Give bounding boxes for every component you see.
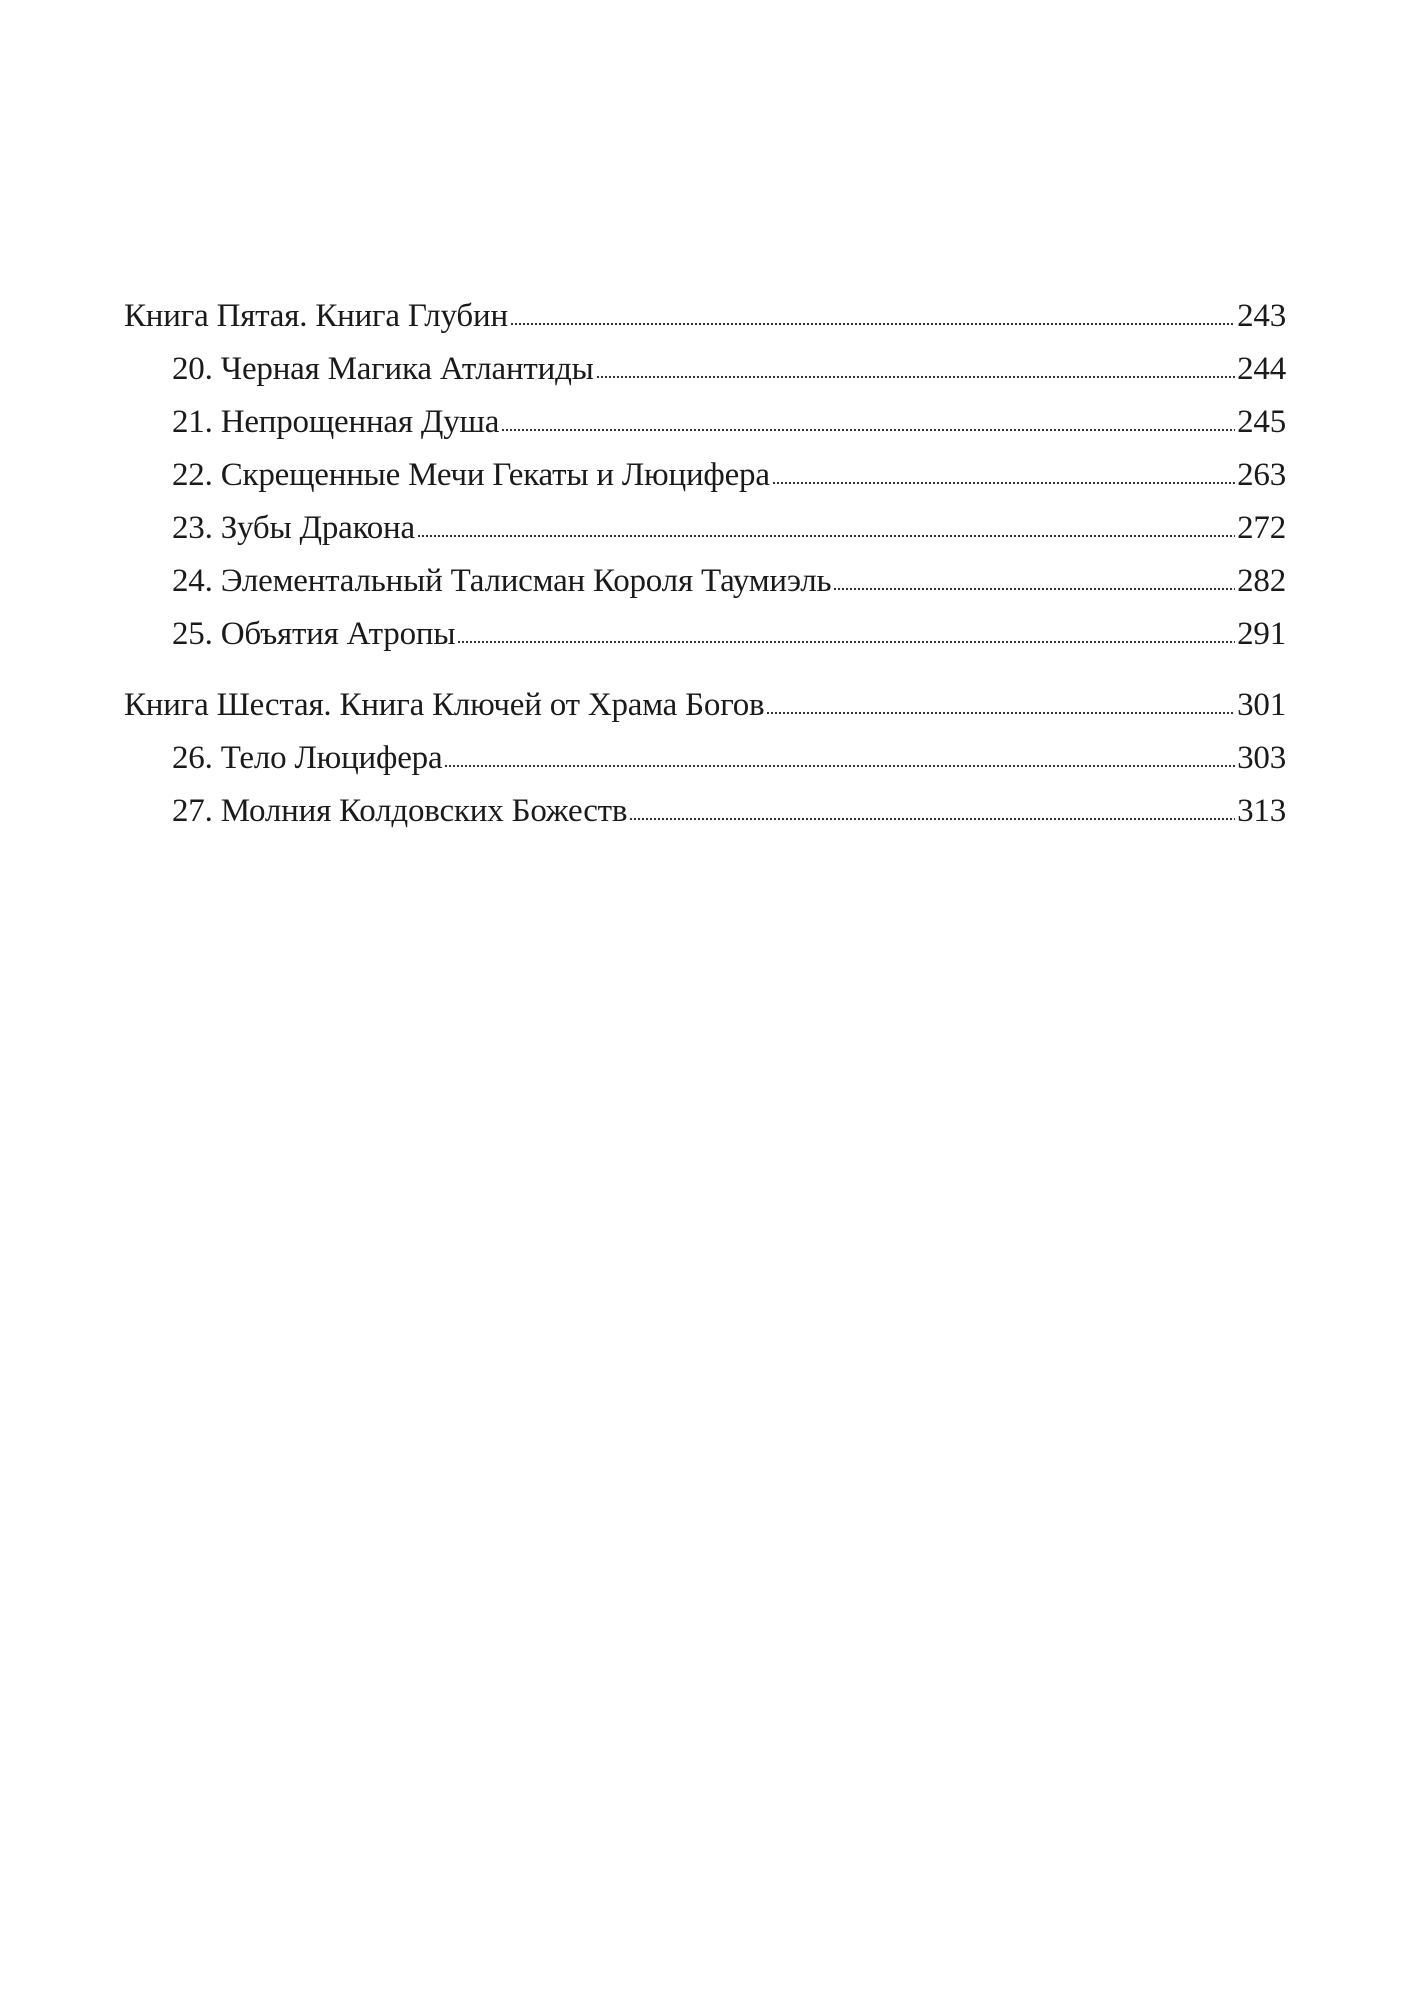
dot-leader (596, 375, 1235, 379)
toc-entry-page: 313 (1237, 793, 1286, 829)
toc-chapter-entry (124, 343, 1286, 396)
toc-entry-page: 272 (1237, 510, 1286, 546)
toc-entry-page: 291 (1237, 616, 1286, 652)
toc-book-entry (124, 290, 1286, 343)
toc-entry-page: 245 (1237, 404, 1286, 440)
toc-chapter-entry (124, 555, 1286, 608)
toc-section-book-six (124, 679, 1286, 838)
toc-entry-page: 243 (1237, 298, 1286, 334)
toc-entry-title: 26. Тело Люцифера (172, 740, 443, 776)
toc-entry-title: 23. Зубы Дракона (172, 510, 415, 546)
dot-leader (766, 711, 1235, 715)
dot-leader (629, 817, 1235, 821)
toc-entry-title: Книга Шестая. Книга Ключей от Храма Богов (124, 687, 765, 723)
toc-book-entry (124, 679, 1286, 732)
dot-leader (444, 764, 1235, 768)
toc-entry-title: 21. Непрощенная Душа (172, 404, 500, 440)
toc-entry-title: 27. Молния Колдовских Божеств (172, 793, 628, 829)
toc-entry-page: 301 (1237, 687, 1286, 723)
toc-entry-title: 22. Скрещенные Мечи Гекаты и Люцифера (172, 457, 770, 493)
toc-chapter-entry (124, 396, 1286, 449)
toc-entry-title: 24. Элементальный Талисман Короля Таумиэль (172, 563, 832, 599)
toc-entry-title: 25. Объятия Атропы (172, 616, 456, 652)
dot-leader (833, 587, 1235, 591)
toc-chapter-entry (124, 732, 1286, 785)
toc-entry-title: Книга Пятая. Книга Глубин (124, 298, 508, 334)
toc-chapter-entry (124, 608, 1286, 661)
dot-leader (772, 481, 1235, 485)
toc-chapter-entry (124, 502, 1286, 555)
dot-leader (510, 322, 1235, 326)
toc-entry-page: 303 (1237, 740, 1286, 776)
toc-entry-page: 263 (1237, 457, 1286, 493)
toc-entry-page: 282 (1237, 563, 1286, 599)
table-of-contents (124, 290, 1286, 838)
toc-section-book-five (124, 290, 1286, 661)
dot-leader (457, 640, 1235, 644)
toc-chapter-entry (124, 785, 1286, 838)
dot-leader (417, 534, 1235, 538)
toc-chapter-entry (124, 449, 1286, 502)
toc-entry-page: 244 (1237, 351, 1286, 387)
toc-entry-title: 20. Черная Магика Атлантиды (172, 351, 594, 387)
dot-leader (501, 428, 1235, 432)
